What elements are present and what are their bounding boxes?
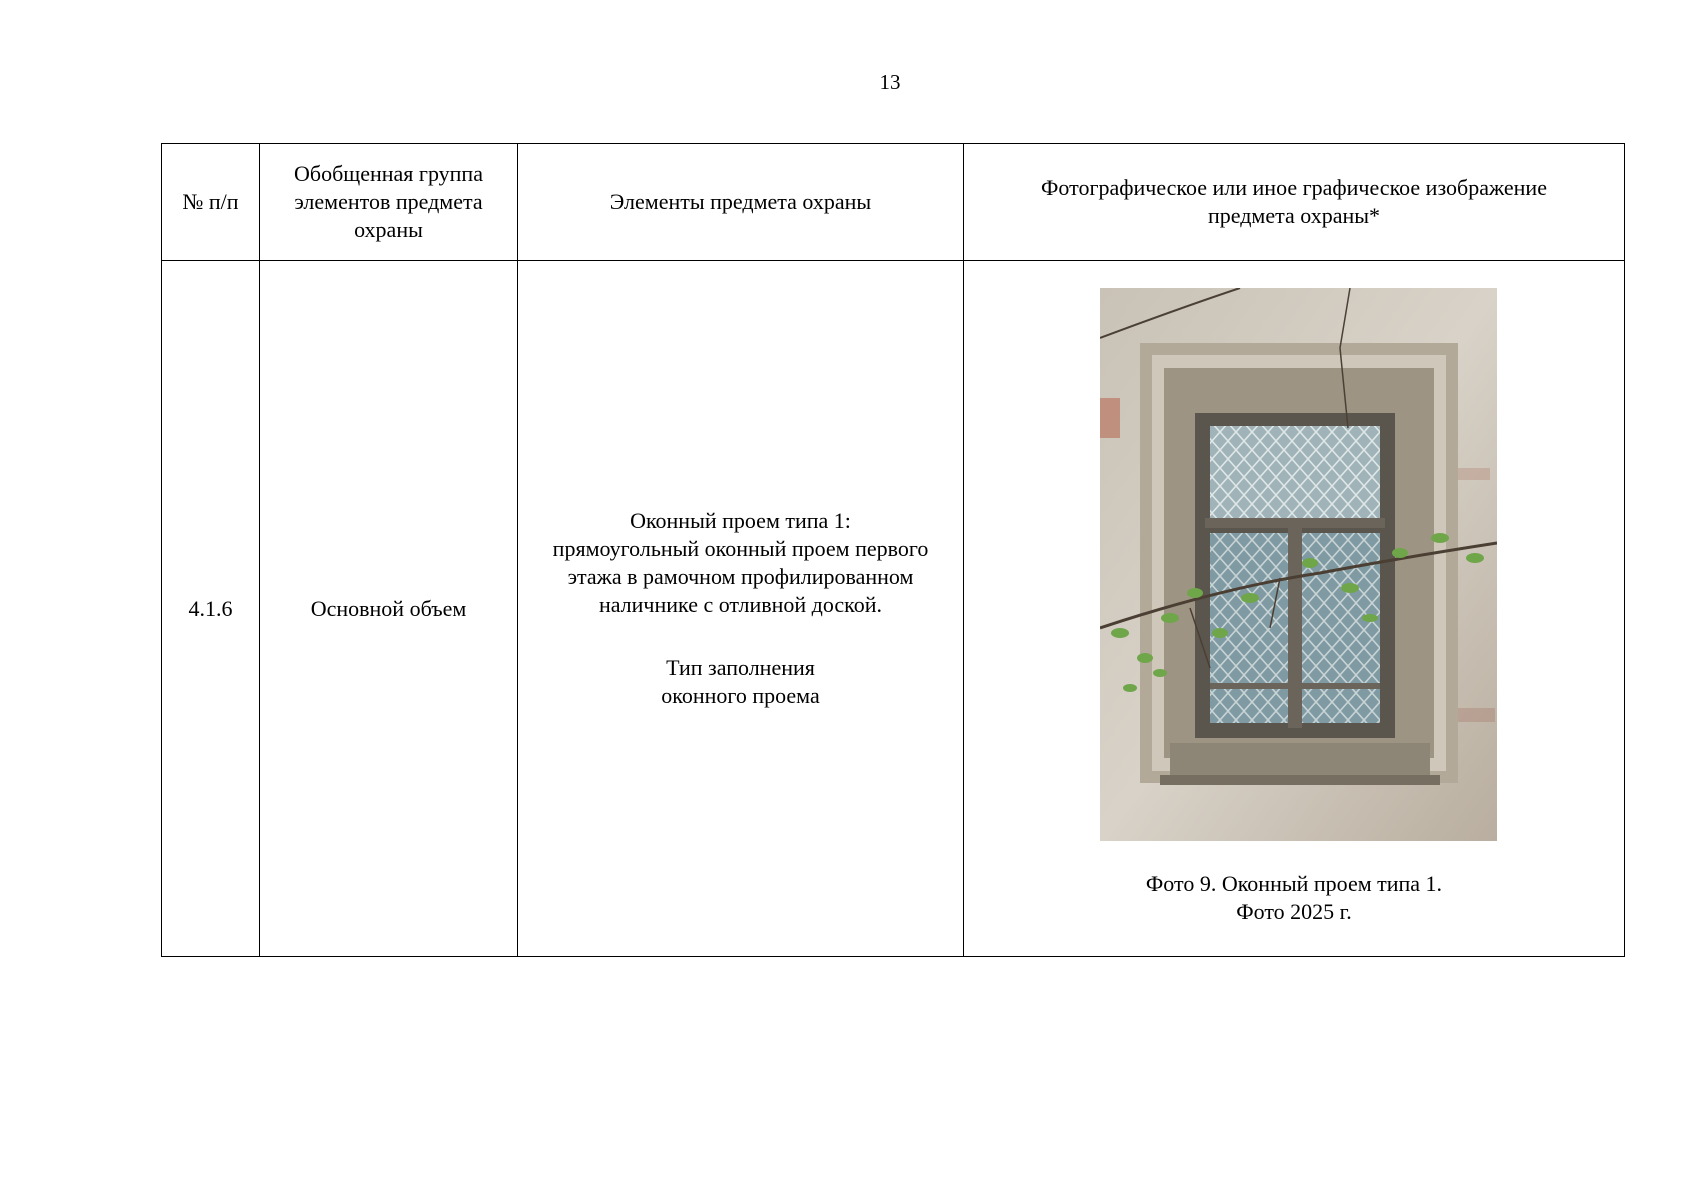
header-elements: Элементы предмета охраны [518,144,964,261]
table-header-row [162,144,1625,261]
header-group: Обобщенная группа элементов предмета охраны [260,144,518,261]
row-elements [518,261,964,957]
element-fill-type: Тип заполнения [666,655,815,680]
window-photo [1100,288,1497,841]
element-title: Оконный проем типа 1: [630,508,851,533]
table-row [162,261,1625,957]
element-fill-type-2: оконного проема [661,683,820,708]
header-number: № п/п [162,144,260,261]
caption-line: Фото 2025 г. [1236,899,1352,924]
row-image-cell [964,261,1625,957]
row-number: 4.1.6 [162,261,260,957]
element-description: прямоугольный оконный проем первого этажа в рамочном профилированном наличнике с отливной доской. [552,536,929,617]
caption-line: Фото 9. Оконный проем типа 1. [1145,871,1443,896]
page-number: 13 [879,70,901,94]
row-group: Основной объем [260,261,518,957]
header-image: Фотографическое или иное графическое изображение предмета охраны* [964,144,1625,261]
photo-caption [964,870,1624,926]
protection-subject-table [161,143,1625,957]
